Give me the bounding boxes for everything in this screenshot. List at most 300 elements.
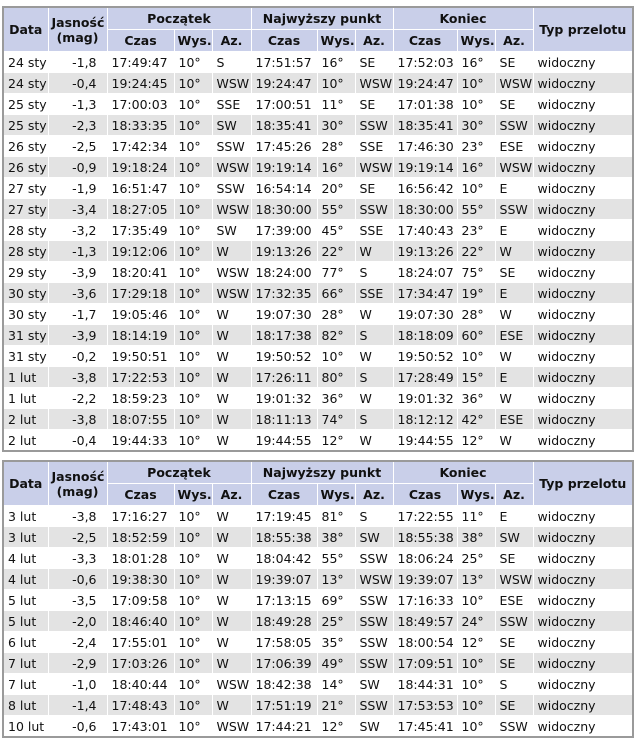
end-time-cell: 18:12:12 [393, 409, 457, 430]
date-cell[interactable]: 2 lut [3, 409, 48, 430]
start-header: Początek [107, 7, 251, 30]
start-az-cell: W [212, 590, 251, 611]
highest-alt-header: Wys. [317, 30, 355, 52]
passes-table [2, 460, 634, 738]
highest-az-cell: SSW [355, 590, 393, 611]
pass-type-cell: widoczny [533, 304, 633, 325]
date-cell[interactable]: 10 lut [3, 716, 48, 738]
highest-az-cell: W [355, 346, 393, 367]
highest-time-header: Czas [251, 30, 317, 52]
end-alt-cell: 10° [457, 73, 495, 94]
date-cell[interactable]: 3 lut [3, 506, 48, 527]
pass-type-cell: widoczny [533, 178, 633, 199]
table-row [3, 506, 633, 527]
highest-point-header: Najwyższy punkt [251, 7, 393, 30]
start-alt-cell: 10° [174, 136, 212, 157]
table-row [3, 590, 633, 611]
start-alt-cell: 10° [174, 674, 212, 695]
start-alt-cell: 10° [174, 220, 212, 241]
highest-az-cell: W [355, 388, 393, 409]
date-cell[interactable]: 28 sty [3, 220, 48, 241]
highest-alt-cell: 22° [317, 241, 355, 262]
start-az-cell: W [212, 325, 251, 346]
highest-alt-cell: 74° [317, 409, 355, 430]
end-time-header: Czas [393, 30, 457, 52]
end-time-cell: 18:35:41 [393, 115, 457, 136]
highest-time-cell: 18:55:38 [251, 527, 317, 548]
pass-type-cell: widoczny [533, 157, 633, 178]
table-row [3, 632, 633, 653]
start-az-cell: WSW [212, 716, 251, 738]
highest-time-cell: 17:19:45 [251, 506, 317, 527]
date-cell[interactable]: 6 lut [3, 632, 48, 653]
highest-time-cell: 18:30:00 [251, 199, 317, 220]
end-alt-cell: 23° [457, 136, 495, 157]
start-header: Początek [107, 461, 251, 484]
highest-alt-cell: 10° [317, 73, 355, 94]
date-cell[interactable]: 29 sty [3, 262, 48, 283]
end-az-cell: SE [495, 94, 533, 115]
end-az-cell: W [495, 430, 533, 452]
highest-az-cell: S [355, 506, 393, 527]
pass-type-cell: widoczny [533, 220, 633, 241]
magnitude-cell: -0,9 [48, 157, 107, 178]
start-alt-cell: 10° [174, 94, 212, 115]
highest-az-cell: SSW [355, 653, 393, 674]
table-row [3, 388, 633, 409]
start-time-cell: 17:29:18 [107, 283, 174, 304]
start-az-cell: W [212, 367, 251, 388]
start-az-cell: W [212, 695, 251, 716]
highest-time-cell: 19:39:07 [251, 569, 317, 590]
start-time-cell: 19:18:24 [107, 157, 174, 178]
end-az-cell: SSW [495, 115, 533, 136]
start-alt-cell: 10° [174, 199, 212, 220]
highest-alt-cell: 81° [317, 506, 355, 527]
start-az-cell: W [212, 632, 251, 653]
end-az-cell: ESE [495, 590, 533, 611]
highest-az-cell: SW [355, 716, 393, 738]
start-az-cell: WSW [212, 157, 251, 178]
highest-alt-cell: 25° [317, 611, 355, 632]
magnitude-cell: -2,0 [48, 611, 107, 632]
end-time-cell: 18:30:00 [393, 199, 457, 220]
start-alt-cell: 10° [174, 409, 212, 430]
start-az-cell: SW [212, 115, 251, 136]
date-cell[interactable]: 1 lut [3, 367, 48, 388]
highest-time-cell: 18:11:13 [251, 409, 317, 430]
highest-time-cell: 19:44:55 [251, 430, 317, 452]
highest-alt-cell: 35° [317, 632, 355, 653]
end-time-cell: 19:01:32 [393, 388, 457, 409]
pass-type-cell: widoczny [533, 611, 633, 632]
passes-table [2, 6, 634, 452]
end-alt-cell: 23° [457, 220, 495, 241]
highest-az-cell: SSW [355, 632, 393, 653]
end-az-cell: E [495, 506, 533, 527]
pass-type-cell: widoczny [533, 695, 633, 716]
start-az-header: Az. [212, 30, 251, 52]
start-alt-cell: 10° [174, 115, 212, 136]
date-cell[interactable]: 28 sty [3, 241, 48, 262]
date-cell[interactable]: 5 lut [3, 611, 48, 632]
highest-az-cell: S [355, 325, 393, 346]
start-alt-cell: 10° [174, 506, 212, 527]
highest-az-cell: SE [355, 178, 393, 199]
table-row [3, 199, 633, 220]
date-cell[interactable]: 27 sty [3, 178, 48, 199]
start-az-cell: W [212, 346, 251, 367]
end-alt-cell: 30° [457, 115, 495, 136]
end-az-cell: SE [495, 52, 533, 73]
table-row [3, 73, 633, 94]
highest-alt-cell: 20° [317, 178, 355, 199]
passes-table-body [3, 506, 633, 738]
end-alt-cell: 10° [457, 346, 495, 367]
highest-alt-cell: 80° [317, 367, 355, 388]
end-alt-cell: 10° [457, 94, 495, 115]
start-time-cell: 19:05:46 [107, 304, 174, 325]
end-time-cell: 19:07:30 [393, 304, 457, 325]
table-row [3, 115, 633, 136]
date-header: Data [3, 7, 48, 52]
end-alt-cell: 60° [457, 325, 495, 346]
start-alt-cell: 10° [174, 325, 212, 346]
end-alt-cell: 24° [457, 611, 495, 632]
highest-alt-cell: 28° [317, 136, 355, 157]
pass-type-cell: widoczny [533, 346, 633, 367]
pass-type-cell: widoczny [533, 325, 633, 346]
table-row [3, 695, 633, 716]
end-az-cell: WSW [495, 569, 533, 590]
highest-az-cell: SSW [355, 199, 393, 220]
start-az-cell: W [212, 409, 251, 430]
end-time-cell: 17:01:38 [393, 94, 457, 115]
date-cell[interactable]: 26 sty [3, 136, 48, 157]
highest-az-cell: S [355, 409, 393, 430]
table-row [3, 283, 633, 304]
pass-type-cell: widoczny [533, 94, 633, 115]
date-cell[interactable]: 24 sty [3, 52, 48, 73]
highest-time-cell: 17:58:05 [251, 632, 317, 653]
date-cell[interactable]: 25 sty [3, 115, 48, 136]
end-alt-cell: 10° [457, 590, 495, 611]
end-alt-cell: 16° [457, 157, 495, 178]
pass-type-cell: widoczny [533, 367, 633, 388]
pass-type-cell: widoczny [533, 527, 633, 548]
magnitude-cell: -0,4 [48, 73, 107, 94]
table-row [3, 241, 633, 262]
start-time-cell: 18:27:05 [107, 199, 174, 220]
magnitude-cell: -3,5 [48, 590, 107, 611]
start-alt-cell: 10° [174, 367, 212, 388]
magnitude-cell: -2,5 [48, 136, 107, 157]
highest-time-cell: 18:35:41 [251, 115, 317, 136]
highest-alt-cell: 21° [317, 695, 355, 716]
highest-az-cell: SSE [355, 136, 393, 157]
highest-time-cell: 17:45:26 [251, 136, 317, 157]
start-az-cell: WSW [212, 283, 251, 304]
highest-time-cell: 19:01:32 [251, 388, 317, 409]
highest-az-cell: SSW [355, 695, 393, 716]
date-cell[interactable]: 24 sty [3, 73, 48, 94]
end-alt-cell: 10° [457, 178, 495, 199]
pass-type-cell: widoczny [533, 136, 633, 157]
table-row [3, 220, 633, 241]
highest-time-header: Czas [251, 484, 317, 506]
start-alt-cell: 10° [174, 262, 212, 283]
highest-time-cell: 17:00:51 [251, 94, 317, 115]
start-az-cell: W [212, 430, 251, 452]
pass-type-cell: widoczny [533, 569, 633, 590]
end-az-cell: SSW [495, 716, 533, 738]
highest-alt-cell: 38° [317, 527, 355, 548]
end-alt-cell: 19° [457, 283, 495, 304]
start-alt-cell: 10° [174, 73, 212, 94]
start-alt-cell: 10° [174, 590, 212, 611]
end-alt-cell: 10° [457, 653, 495, 674]
start-az-cell: WSW [212, 73, 251, 94]
end-time-cell: 17:09:51 [393, 653, 457, 674]
start-az-header: Az. [212, 484, 251, 506]
end-az-cell: W [495, 346, 533, 367]
table-row [3, 527, 633, 548]
pass-type-cell: widoczny [533, 199, 633, 220]
pass-type-cell: widoczny [533, 632, 633, 653]
magnitude-cell: -1,9 [48, 178, 107, 199]
start-alt-cell: 10° [174, 569, 212, 590]
end-alt-cell: 55° [457, 199, 495, 220]
end-az-cell: SE [495, 548, 533, 569]
date-cell[interactable]: 3 lut [3, 527, 48, 548]
date-cell[interactable]: 26 sty [3, 157, 48, 178]
end-header: Koniec [393, 461, 533, 484]
start-time-cell: 18:20:41 [107, 262, 174, 283]
table-row [3, 52, 633, 73]
date-cell[interactable]: 2 lut [3, 430, 48, 452]
highest-alt-cell: 55° [317, 199, 355, 220]
highest-alt-cell: 10° [317, 346, 355, 367]
start-az-cell: W [212, 388, 251, 409]
end-time-cell: 18:06:24 [393, 548, 457, 569]
end-alt-cell: 22° [457, 241, 495, 262]
date-cell[interactable]: 7 lut [3, 653, 48, 674]
date-cell[interactable]: 8 lut [3, 695, 48, 716]
magnitude-cell: -3,6 [48, 283, 107, 304]
start-time-cell: 17:09:58 [107, 590, 174, 611]
highest-time-cell: 17:44:21 [251, 716, 317, 738]
table-row [3, 325, 633, 346]
end-az-cell: SW [495, 527, 533, 548]
magnitude-cell: -1,3 [48, 94, 107, 115]
end-time-cell: 18:55:38 [393, 527, 457, 548]
highest-az-cell: SSW [355, 115, 393, 136]
highest-alt-cell: 28° [317, 304, 355, 325]
passes-table-body [3, 52, 633, 452]
magnitude-cell: -3,8 [48, 409, 107, 430]
pass-type-cell: widoczny [533, 548, 633, 569]
end-az-cell: W [495, 304, 533, 325]
pass-type-cell: widoczny [533, 262, 633, 283]
end-az-cell: SSW [495, 611, 533, 632]
highest-time-cell: 17:13:15 [251, 590, 317, 611]
date-cell[interactable]: 4 lut [3, 569, 48, 590]
date-cell[interactable]: 25 sty [3, 94, 48, 115]
start-time-cell: 19:50:51 [107, 346, 174, 367]
end-time-cell: 19:39:07 [393, 569, 457, 590]
start-alt-cell: 10° [174, 241, 212, 262]
magnitude-cell: -3,8 [48, 506, 107, 527]
end-az-cell: ESE [495, 325, 533, 346]
highest-az-cell: WSW [355, 569, 393, 590]
highest-az-header: Az. [355, 484, 393, 506]
magnitude-cell: -1,7 [48, 304, 107, 325]
end-time-cell: 19:19:14 [393, 157, 457, 178]
highest-az-cell: W [355, 304, 393, 325]
pass-type-cell: widoczny [533, 241, 633, 262]
pass-type-cell: widoczny [533, 283, 633, 304]
highest-alt-cell: 12° [317, 430, 355, 452]
highest-alt-cell: 82° [317, 325, 355, 346]
start-time-cell: 18:46:40 [107, 611, 174, 632]
pass-type-cell: widoczny [533, 716, 633, 738]
pass-type-cell: widoczny [533, 409, 633, 430]
table-row [3, 94, 633, 115]
highest-time-cell: 19:13:26 [251, 241, 317, 262]
highest-az-cell: W [355, 430, 393, 452]
start-time-cell: 18:14:19 [107, 325, 174, 346]
end-alt-cell: 10° [457, 716, 495, 738]
pass-type-cell: widoczny [533, 590, 633, 611]
magnitude-cell: -1,3 [48, 241, 107, 262]
start-az-cell: W [212, 548, 251, 569]
end-time-cell: 17:45:41 [393, 716, 457, 738]
table-row [3, 157, 633, 178]
start-time-cell: 17:48:43 [107, 695, 174, 716]
highest-time-cell: 18:24:00 [251, 262, 317, 283]
end-time-cell: 19:13:26 [393, 241, 457, 262]
date-cell[interactable]: 30 sty [3, 283, 48, 304]
end-time-cell: 17:53:53 [393, 695, 457, 716]
start-time-cell: 17:49:47 [107, 52, 174, 73]
date-cell[interactable]: 4 lut [3, 548, 48, 569]
date-header: Data [3, 461, 48, 506]
start-time-cell: 19:24:45 [107, 73, 174, 94]
date-cell[interactable]: 31 sty [3, 346, 48, 367]
date-cell[interactable]: 31 sty [3, 325, 48, 346]
highest-az-cell: SW [355, 527, 393, 548]
magnitude-cell: -3,2 [48, 220, 107, 241]
magnitude-cell: -3,9 [48, 262, 107, 283]
start-az-cell: W [212, 304, 251, 325]
end-time-header: Czas [393, 484, 457, 506]
start-time-cell: 17:42:34 [107, 136, 174, 157]
start-time-cell: 18:59:23 [107, 388, 174, 409]
magnitude-cell: -1,8 [48, 52, 107, 73]
highest-az-cell: SW [355, 674, 393, 695]
highest-time-cell: 18:42:38 [251, 674, 317, 695]
start-time-cell: 18:01:28 [107, 548, 174, 569]
magnitude-cell: -0,2 [48, 346, 107, 367]
highest-time-cell: 18:49:28 [251, 611, 317, 632]
magnitude-cell: -0,4 [48, 430, 107, 452]
end-time-cell: 19:24:47 [393, 73, 457, 94]
start-time-cell: 17:22:53 [107, 367, 174, 388]
start-az-cell: SSW [212, 178, 251, 199]
date-cell[interactable]: 7 lut [3, 674, 48, 695]
end-alt-cell: 75° [457, 262, 495, 283]
pass-type-header: Typ przelotu [533, 7, 633, 52]
end-az-cell: SE [495, 262, 533, 283]
table-row [3, 136, 633, 157]
highest-time-cell: 17:39:00 [251, 220, 317, 241]
highest-az-cell: SE [355, 52, 393, 73]
highest-alt-cell: 36° [317, 388, 355, 409]
highest-az-cell: WSW [355, 157, 393, 178]
end-az-cell: S [495, 674, 533, 695]
start-time-cell: 18:40:44 [107, 674, 174, 695]
magnitude-cell: -0,6 [48, 569, 107, 590]
highest-point-header: Najwyższy punkt [251, 461, 393, 484]
start-alt-header: Wys. [174, 30, 212, 52]
end-az-cell: E [495, 367, 533, 388]
end-time-cell: 17:16:33 [393, 590, 457, 611]
highest-alt-cell: 16° [317, 157, 355, 178]
end-time-cell: 18:24:07 [393, 262, 457, 283]
magnitude-cell: -3,3 [48, 548, 107, 569]
table-row [3, 409, 633, 430]
end-time-cell: 18:44:31 [393, 674, 457, 695]
start-alt-cell: 10° [174, 178, 212, 199]
end-az-cell: SE [495, 653, 533, 674]
highest-az-cell: SSW [355, 611, 393, 632]
start-alt-cell: 10° [174, 653, 212, 674]
pass-type-cell: widoczny [533, 430, 633, 452]
start-time-cell: 17:03:26 [107, 653, 174, 674]
start-alt-cell: 10° [174, 346, 212, 367]
highest-alt-cell: 16° [317, 52, 355, 73]
end-az-cell: E [495, 220, 533, 241]
highest-alt-cell: 66° [317, 283, 355, 304]
start-time-cell: 17:43:01 [107, 716, 174, 738]
start-alt-cell: 10° [174, 157, 212, 178]
table-row [3, 716, 633, 738]
start-alt-cell: 10° [174, 388, 212, 409]
pass-type-header: Typ przelotu [533, 461, 633, 506]
end-az-cell: WSW [495, 157, 533, 178]
table-row [3, 569, 633, 590]
date-cell[interactable]: 30 sty [3, 304, 48, 325]
end-time-cell: 18:49:57 [393, 611, 457, 632]
end-az-cell: E [495, 178, 533, 199]
highest-az-cell: SE [355, 94, 393, 115]
start-time-cell: 16:51:47 [107, 178, 174, 199]
magnitude-cell: -1,4 [48, 695, 107, 716]
highest-time-cell: 17:51:57 [251, 52, 317, 73]
end-alt-cell: 12° [457, 430, 495, 452]
date-cell[interactable]: 5 lut [3, 590, 48, 611]
highest-alt-cell: 30° [317, 115, 355, 136]
start-az-cell: WSW [212, 199, 251, 220]
end-az-header: Az. [495, 484, 533, 506]
date-cell[interactable]: 1 lut [3, 388, 48, 409]
highest-az-cell: SSW [355, 548, 393, 569]
end-az-cell: ESE [495, 409, 533, 430]
start-time-cell: 19:44:33 [107, 430, 174, 452]
end-time-cell: 19:50:52 [393, 346, 457, 367]
end-time-cell: 17:34:47 [393, 283, 457, 304]
date-cell[interactable]: 27 sty [3, 199, 48, 220]
